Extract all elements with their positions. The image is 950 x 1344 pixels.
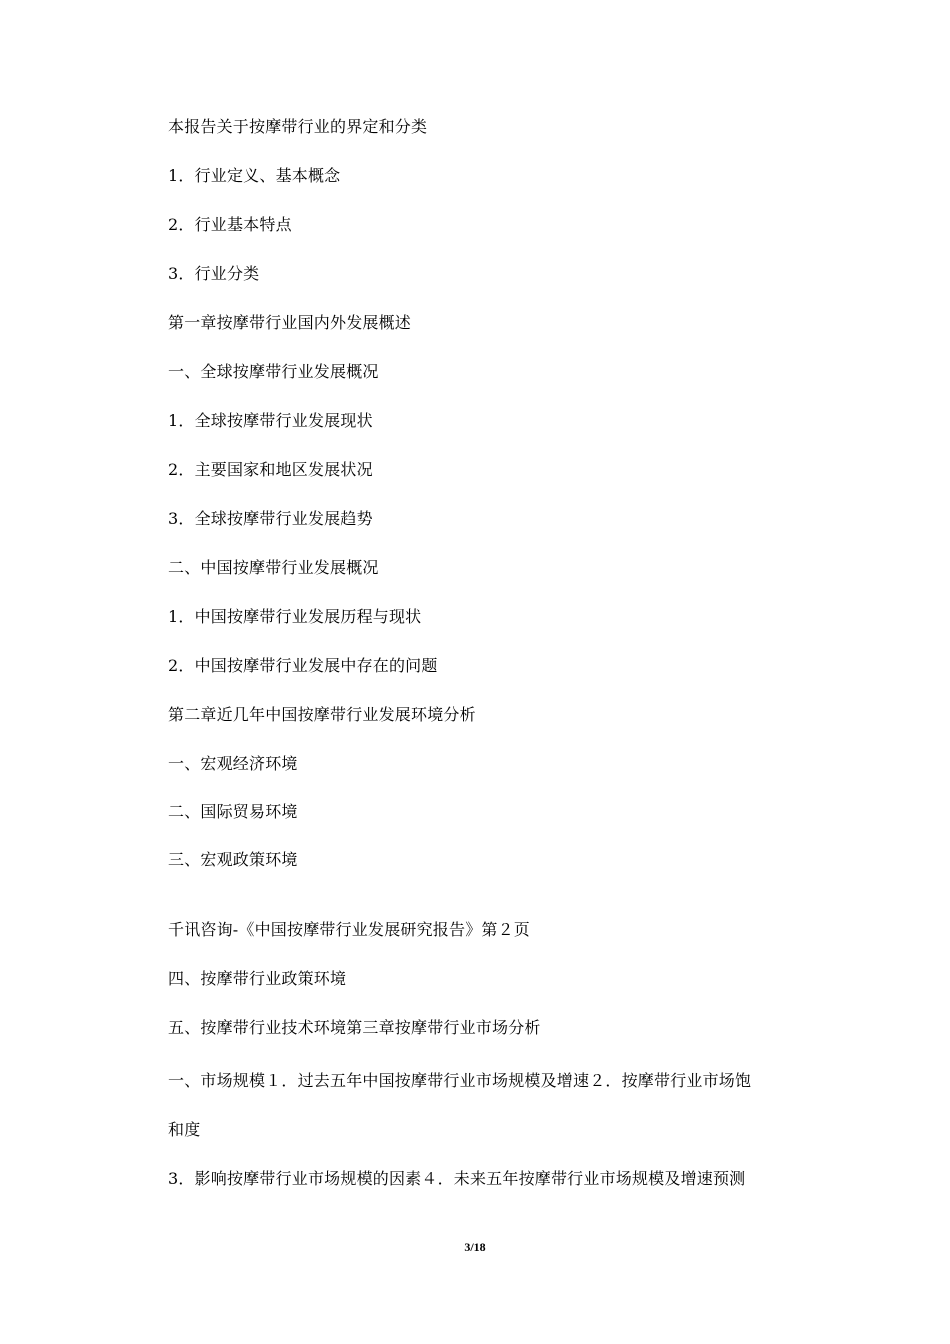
toc-item: 五、按摩带行业技术环境第三章按摩带行业市场分析	[168, 1018, 541, 1037]
toc-item: 3．全球按摩带行业发展趋势	[168, 509, 373, 528]
toc-item: 三、宏观政策环境	[168, 850, 298, 869]
running-header: 千讯咨询-《中国按摩带行业发展研究报告》第２页	[168, 920, 531, 939]
chapter-heading: 第一章按摩带行业国内外发展概述	[168, 313, 412, 332]
section-heading-scope: 本报告关于按摩带行业的界定和分类	[168, 117, 428, 136]
toc-item: 二、中国按摩带行业发展概况	[168, 558, 379, 577]
page-number: 3/18	[464, 1240, 486, 1254]
toc-item: 3．行业分类	[168, 264, 260, 283]
toc-item: 一、宏观经济环境	[168, 754, 298, 773]
toc-item: 3．影响按摩带行业市场规模的因素４．未来五年按摩带行业市场规模及增速预测	[168, 1169, 746, 1188]
toc-item: 2．中国按摩带行业发展中存在的问题	[168, 656, 438, 675]
toc-item: 2．主要国家和地区发展状况	[168, 460, 373, 479]
toc-item: 1．全球按摩带行业发展现状	[168, 411, 373, 430]
toc-item: 一、全球按摩带行业发展概况	[168, 362, 379, 381]
toc-item-continuation: 和度	[168, 1120, 201, 1139]
toc-item: 1．中国按摩带行业发展历程与现状	[168, 607, 422, 626]
toc-item: 二、国际贸易环境	[168, 802, 298, 821]
chapter-heading: 第二章近几年中国按摩带行业发展环境分析	[168, 705, 476, 724]
toc-item: 四、按摩带行业政策环境	[168, 969, 347, 988]
toc-item: 2．行业基本特点	[168, 215, 292, 234]
toc-item: 1．行业定义、基本概念	[168, 166, 341, 185]
toc-item: 一、市场规模１．过去五年中国按摩带行业市场规模及增速２．按摩带行业市场饱	[168, 1071, 752, 1090]
